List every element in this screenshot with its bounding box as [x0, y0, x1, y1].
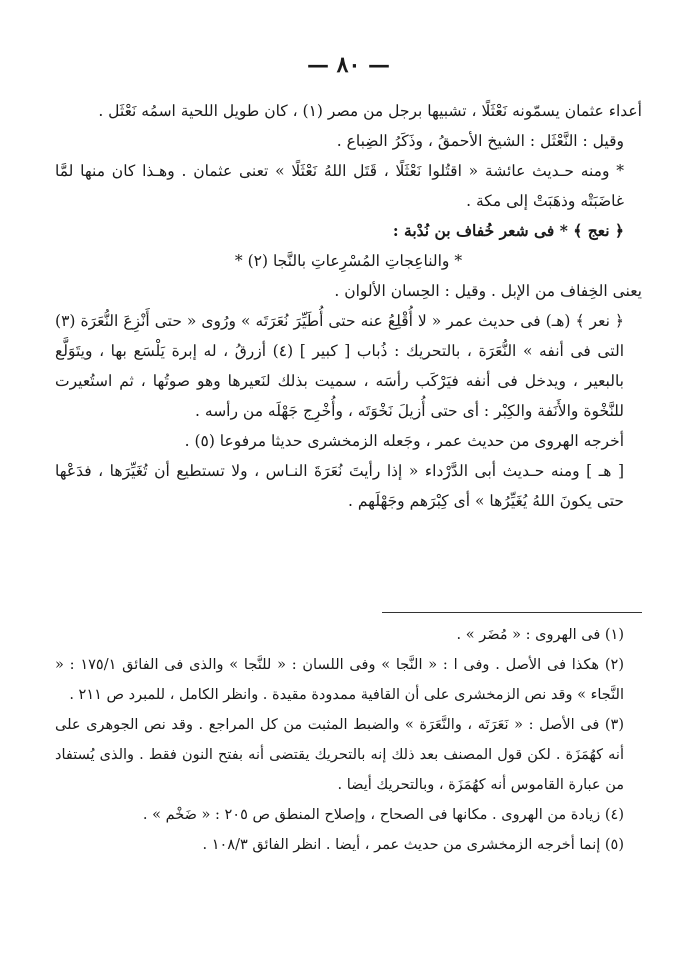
footnote-divider — [382, 612, 642, 613]
footnote-4: (٤) زيادة من الهروى . مكانها فى الصحاح ، وإصلاح المنطق ص ٢٠٥ : « ضَخْم » . — [142, 807, 624, 823]
entry-naaj: ﴿ نعج ﴾ * فى شعر خُفاف بن نُدْبة : — [392, 221, 624, 240]
paragraph-abu-darda-hadith: [ هـ ] ومنه حـديث أبى الدَّرْداء « إذا رأيتَ نُعَرَةَ النـاس ، ولا تستطيع أن تُغَيِّرَها ، فدَعْها حتى يكونَ اللهُ يُغَيِّرُها » أى كِبْرَهم وجَهْلَهم . — [55, 462, 624, 510]
page-number: — ٨٠ — — [307, 52, 390, 78]
main-text — [55, 96, 642, 516]
paragraph-naathal-alt: وقيل : النَّعْثَل : الشيخ الأحمقُ ، وذَكَرُ الضِباع . — [336, 132, 624, 150]
footnotes — [55, 620, 642, 860]
paragraph-naar-source: أخرجه الهروى من حديث عمر ، وجَعله الزمخشرى حديثا مرفوعا (٥) . — [184, 432, 624, 450]
poetry-verse: * والناعِجاتِ المُسْرِعاتِ بالنَّجا (٢) * — [234, 252, 463, 270]
footnote-2: (٢) هكذا فى الأصل . وفى ا : « النَّجا » وفى اللسان : « للنَّجا » والذى فى الفائق ١٧٥/١ : « النَّجاء » وقد نص الزمخشرى على أن القافية ممدودة مقيدة . وانظر الكامل ، للمبرد ص ٢١١ . — [55, 657, 624, 703]
paragraph-naaj-meaning: يعنى الخِفاف من الإبل . وقيل : الحِسان الألوان . — [334, 282, 642, 300]
footnote-1: (١) فى الهروى : « مُضَر » . — [456, 627, 624, 643]
paragraph-naathal-definition: أعداء عثمان يسمّونه نَعْثَلًا ، تشبيها برجل من مصر (١) ، كان طويل اللحية اسمُه نَعْثَل . — [98, 102, 642, 120]
entry-naar: ﴿ نعر ﴾ (هـ) فى حديث عمر « لا أُقْلِعُ عنه حتى أُطَيِّرَ نُعَرَتَه » ورُوى « حتى أَنْزِعَ النُّعَرَة (٣) التى فى أنفه » النُّعَرَة ، بالتحريك : ذُباب [ كبير ] (٤) أزرقُ ، له إبرة يَلْسَع بها ، ويتَوَلَّع بالبعير ، ويدخل فى أنفه فيَرْكَب رأسَه ، سميت بذلك لنَعيرها وهو صوتُها ، ثم استُعيرت للنَّخْوة والأَنَفة والكِبْر : أى حتى أُزيلَ نَخْوَتَه ، وأُخْرِج جَهْلَه من رأسه . — [55, 312, 624, 420]
paragraph-aisha-hadith: * ومنه حـديث عائشة « اقتُلوا نَعْثَلًا ، قَتَل اللهُ نَعْثَلًا » تعنى عثمان . وهـذا كان منها لمَّا غاضَبَتْه وذهَبَتْ إلى مكة . — [55, 162, 624, 210]
footnote-3: (٣) فى الأصل : « نَعَرَتَه ، والنَّعَرَة » والضبط المثبت من كل المراجع . وقد نص الجوهرى على أنه كهُمَزَة . لكن قول المصنف بعد ذلك إنه بالتحريك يقتضى أنه بفتح النون فقط . والذى يُستفاد من عبارة القاموس أنه كهُمَزَة ، وبالتحريك أيضا . — [55, 717, 624, 793]
footnote-5: (٥) إنما أخرجه الزمخشرى من حديث عمر ، أيضا . انظر الفائق ١٠٨/٣ . — [202, 837, 624, 853]
